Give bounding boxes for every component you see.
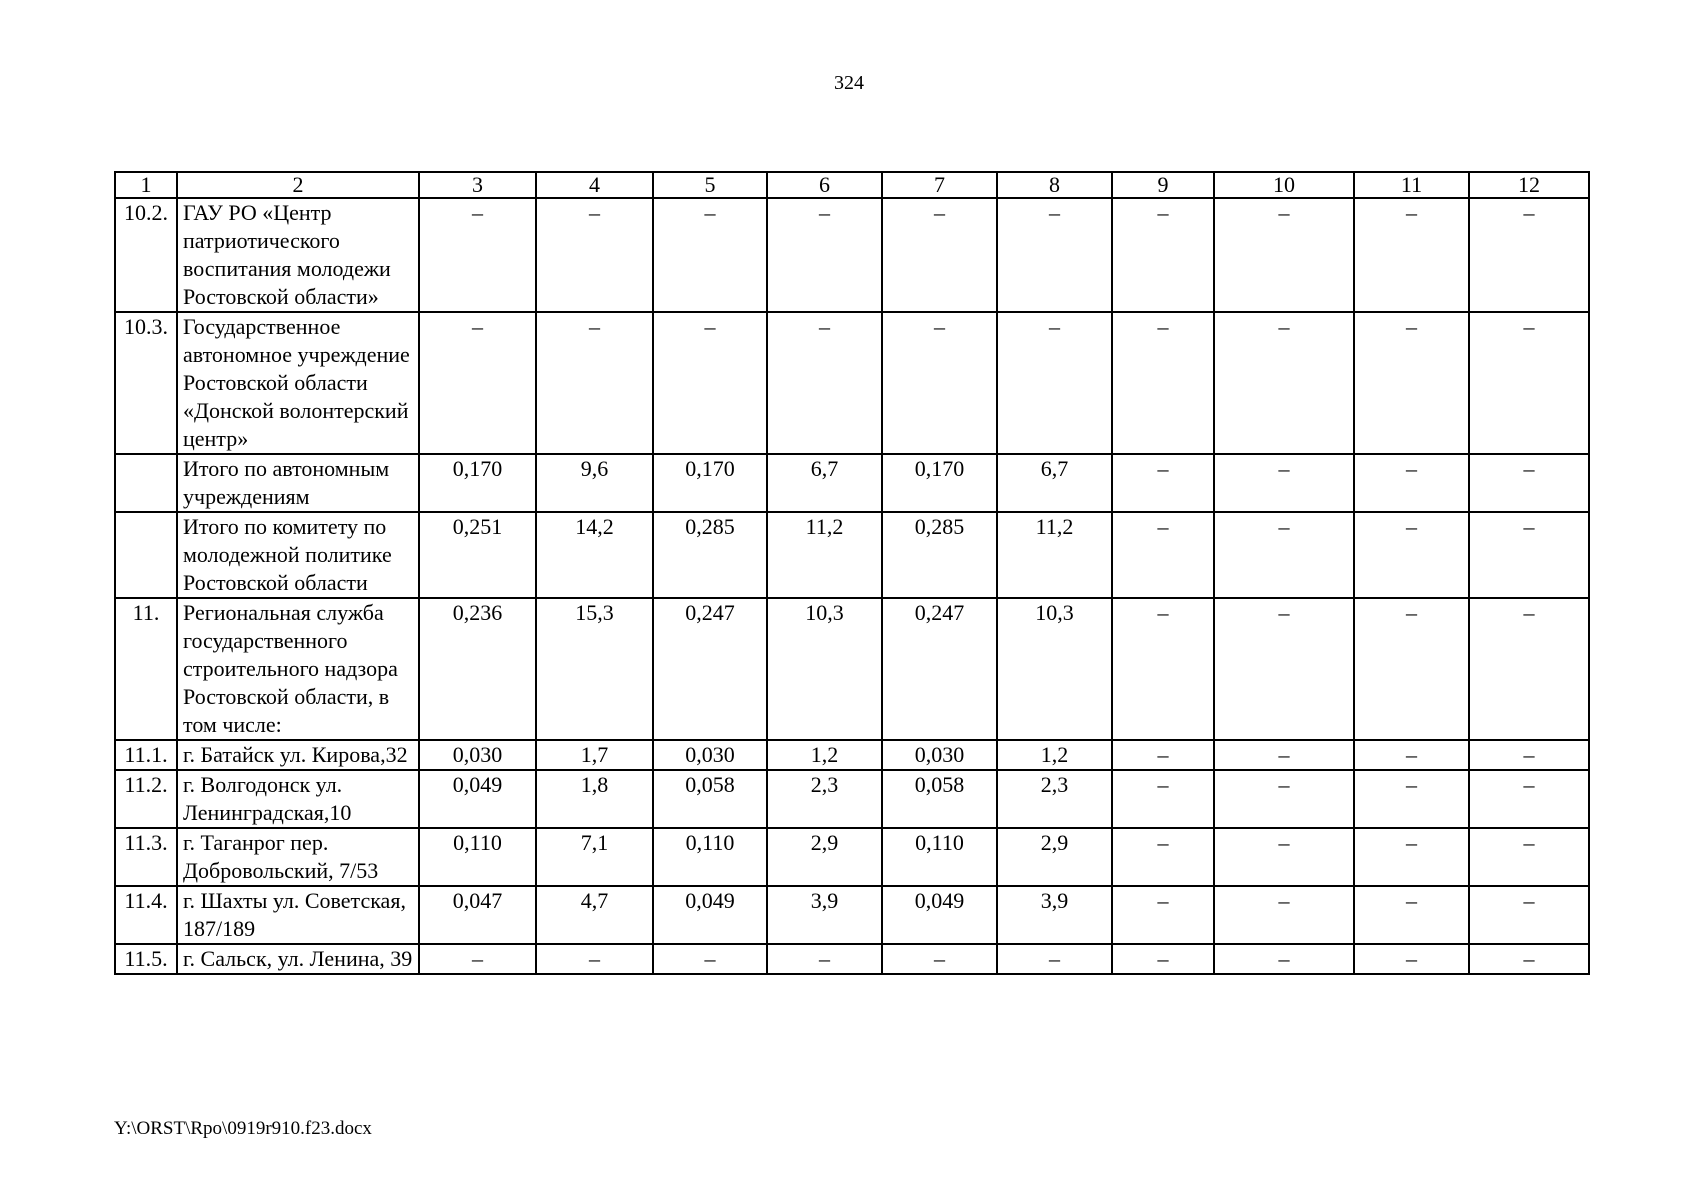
header-cell: 12 <box>1469 172 1589 198</box>
value-cell: – <box>997 312 1112 454</box>
row-name-cell: г. Волгодонск ул. Ленинградская,10 <box>177 770 419 828</box>
page-number: 324 <box>834 72 864 94</box>
value-cell: – <box>1214 740 1354 770</box>
value-cell: – <box>882 312 997 454</box>
data-table <box>114 171 1590 975</box>
value-cell: 0,030 <box>653 740 767 770</box>
value-cell: – <box>1112 312 1214 454</box>
value-cell: – <box>653 944 767 974</box>
value-cell: – <box>1469 598 1589 740</box>
value-cell: – <box>1469 740 1589 770</box>
header-cell: 6 <box>767 172 882 198</box>
header-cell: 2 <box>177 172 419 198</box>
value-cell: – <box>1214 828 1354 886</box>
value-cell: 6,7 <box>767 454 882 512</box>
value-cell: 2,9 <box>997 828 1112 886</box>
value-cell: – <box>997 944 1112 974</box>
table-row <box>115 886 1589 944</box>
table-row <box>115 770 1589 828</box>
value-cell: – <box>1469 198 1589 312</box>
value-cell: – <box>1214 454 1354 512</box>
value-cell: – <box>1354 454 1469 512</box>
value-cell: – <box>1354 740 1469 770</box>
value-cell: – <box>1112 198 1214 312</box>
value-cell: – <box>1354 828 1469 886</box>
value-cell: – <box>1469 886 1589 944</box>
value-cell: – <box>419 312 536 454</box>
value-cell: – <box>1214 770 1354 828</box>
header-cell: 9 <box>1112 172 1214 198</box>
value-cell: 0,251 <box>419 512 536 598</box>
row-name-cell: г. Шахты ул. Советская, 187/189 <box>177 886 419 944</box>
value-cell: – <box>1112 944 1214 974</box>
value-cell: 15,3 <box>536 598 653 740</box>
row-name-cell: Региональная служба государственного строительного надзора Ростовской области, в том числе: <box>177 598 419 740</box>
value-cell: – <box>1469 312 1589 454</box>
value-cell: 0,170 <box>653 454 767 512</box>
value-cell: 0,049 <box>419 770 536 828</box>
value-cell: – <box>1469 770 1589 828</box>
value-cell: – <box>1469 828 1589 886</box>
value-cell: – <box>1214 944 1354 974</box>
value-cell: 0,247 <box>653 598 767 740</box>
value-cell: – <box>419 198 536 312</box>
value-cell: 0,110 <box>419 828 536 886</box>
value-cell: – <box>882 944 997 974</box>
value-cell: 1,7 <box>536 740 653 770</box>
value-cell: – <box>767 312 882 454</box>
value-cell: 6,7 <box>997 454 1112 512</box>
value-cell: – <box>1112 886 1214 944</box>
value-cell: – <box>1214 886 1354 944</box>
header-cell: 3 <box>419 172 536 198</box>
value-cell: – <box>1214 512 1354 598</box>
header-cell: 11 <box>1354 172 1469 198</box>
row-name-cell: г. Батайск ул. Кирова,32 <box>177 740 419 770</box>
value-cell: – <box>1354 944 1469 974</box>
value-cell: 0,236 <box>419 598 536 740</box>
row-number-cell: 10.2. <box>115 198 177 312</box>
value-cell: 0,285 <box>882 512 997 598</box>
table-row <box>115 944 1589 974</box>
value-cell: 0,049 <box>882 886 997 944</box>
value-cell: 0,247 <box>882 598 997 740</box>
value-cell: 0,030 <box>419 740 536 770</box>
value-cell: – <box>1354 512 1469 598</box>
value-cell: – <box>1112 828 1214 886</box>
value-cell: – <box>1214 598 1354 740</box>
value-cell: 0,110 <box>653 828 767 886</box>
value-cell: – <box>1354 312 1469 454</box>
row-number-cell: 11. <box>115 598 177 740</box>
value-cell: – <box>419 944 536 974</box>
value-cell: 0,049 <box>653 886 767 944</box>
value-cell: 0,170 <box>419 454 536 512</box>
row-name-cell: Итого по автономным учреждениям <box>177 454 419 512</box>
header-cell: 1 <box>115 172 177 198</box>
header-cell: 4 <box>536 172 653 198</box>
row-number-cell <box>115 454 177 512</box>
value-cell: – <box>1112 598 1214 740</box>
value-cell: 0,170 <box>882 454 997 512</box>
value-cell: 1,2 <box>997 740 1112 770</box>
row-name-cell: г. Таганрог пер. Добровольский, 7/53 <box>177 828 419 886</box>
row-number-cell: 11.4. <box>115 886 177 944</box>
row-name-cell: ГАУ РО «Центр патриотического воспитания молодежи Ростовской области» <box>177 198 419 312</box>
row-number-cell: 11.3. <box>115 828 177 886</box>
value-cell: 3,9 <box>767 886 882 944</box>
value-cell: – <box>1354 770 1469 828</box>
value-cell: – <box>653 312 767 454</box>
value-cell: 1,2 <box>767 740 882 770</box>
value-cell: 10,3 <box>997 598 1112 740</box>
value-cell: – <box>536 944 653 974</box>
value-cell: 2,9 <box>767 828 882 886</box>
value-cell: – <box>1112 770 1214 828</box>
row-name-cell: Итого по комитету по молодежной политике Ростовской области <box>177 512 419 598</box>
value-cell: 1,8 <box>536 770 653 828</box>
row-number-cell <box>115 512 177 598</box>
row-name-cell: г. Сальск, ул. Ленина, 39 <box>177 944 419 974</box>
value-cell: 11,2 <box>997 512 1112 598</box>
value-cell: – <box>1112 512 1214 598</box>
header-cell: 5 <box>653 172 767 198</box>
table-row <box>115 828 1589 886</box>
value-cell: 3,9 <box>997 886 1112 944</box>
value-cell: – <box>1112 454 1214 512</box>
table-row <box>115 598 1589 740</box>
value-cell: 0,058 <box>653 770 767 828</box>
header-cell: 7 <box>882 172 997 198</box>
value-cell: – <box>536 312 653 454</box>
value-cell: 9,6 <box>536 454 653 512</box>
value-cell: 0,285 <box>653 512 767 598</box>
value-cell: 4,7 <box>536 886 653 944</box>
row-number-cell: 11.5. <box>115 944 177 974</box>
value-cell: – <box>882 198 997 312</box>
value-cell: 0,047 <box>419 886 536 944</box>
value-cell: 2,3 <box>997 770 1112 828</box>
table-row <box>115 454 1589 512</box>
value-cell: 7,1 <box>536 828 653 886</box>
value-cell: – <box>1354 598 1469 740</box>
file-path-footer: Y:\ORST\Rpo\0919r910.f23.docx <box>114 1118 372 1139</box>
table-row <box>115 740 1589 770</box>
table-row <box>115 198 1589 312</box>
value-cell: – <box>1214 312 1354 454</box>
value-cell: – <box>536 198 653 312</box>
value-cell: – <box>767 944 882 974</box>
value-cell: – <box>653 198 767 312</box>
value-cell: – <box>1214 198 1354 312</box>
value-cell: – <box>1469 512 1589 598</box>
value-cell: 0,058 <box>882 770 997 828</box>
value-cell: – <box>1354 198 1469 312</box>
table-header-row <box>115 172 1589 198</box>
row-number-cell: 11.2. <box>115 770 177 828</box>
header-cell: 10 <box>1214 172 1354 198</box>
value-cell: – <box>767 198 882 312</box>
row-number-cell: 10.3. <box>115 312 177 454</box>
table-row <box>115 312 1589 454</box>
value-cell: 10,3 <box>767 598 882 740</box>
row-number-cell: 11.1. <box>115 740 177 770</box>
header-cell: 8 <box>997 172 1112 198</box>
value-cell: – <box>1112 740 1214 770</box>
value-cell: – <box>997 198 1112 312</box>
value-cell: 0,030 <box>882 740 997 770</box>
value-cell: 11,2 <box>767 512 882 598</box>
value-cell: – <box>1354 886 1469 944</box>
row-name-cell: Государственное автономное учреждение Ростовской области «Донской волонтерский центр» <box>177 312 419 454</box>
table-row <box>115 512 1589 598</box>
value-cell: – <box>1469 944 1589 974</box>
value-cell: 0,110 <box>882 828 997 886</box>
value-cell: 2,3 <box>767 770 882 828</box>
value-cell: – <box>1469 454 1589 512</box>
value-cell: 14,2 <box>536 512 653 598</box>
